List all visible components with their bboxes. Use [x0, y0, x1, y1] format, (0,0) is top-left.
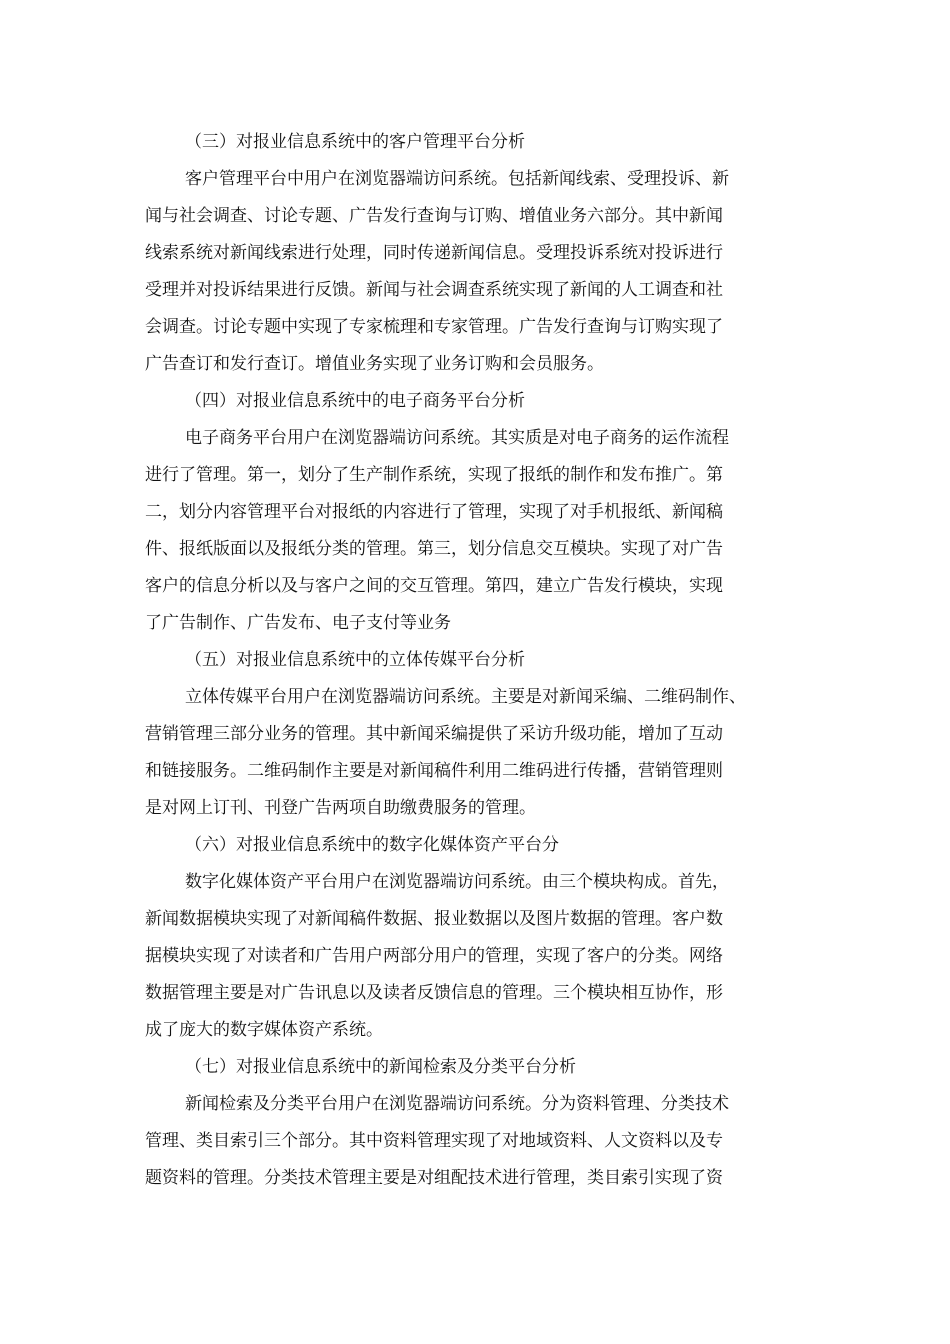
section-heading: （六）对报业信息系统中的数字化媒体资产平台分 — [185, 835, 559, 855]
paragraph-line: 和链接服务。二维码制作主要是对新闻稿件利用二维码进行传播，营销管理则 — [145, 761, 723, 781]
paragraph-line: 受理并对投诉结果进行反馈。新闻与社会调查系统实现了新闻的人工调查和社 — [145, 280, 723, 300]
paragraph-line: 立体传媒平台用户在浏览器端访问系统。主要是对新闻采编、二维码制作、 — [185, 687, 746, 707]
paragraph-line: 客户的信息分析以及与客户之间的交互管理。第四，建立广告发行模块，实现 — [145, 576, 723, 596]
paragraph-line: 题资料的管理。分类技术管理主要是对组配技术进行管理，类目索引实现了资 — [145, 1168, 723, 1188]
paragraph-line: 线索系统对新闻线索进行处理，同时传递新闻信息。受理投诉系统对投诉进行 — [145, 243, 723, 263]
section-paragraph — [145, 420, 810, 642]
paragraph-line: 新闻数据模块实现了对新闻稿件数据、报业数据以及图片数据的管理。客户数 — [145, 909, 723, 929]
section-heading: （七）对报业信息系统中的新闻检索及分类平台分析 — [185, 1057, 576, 1077]
paragraph-line: 据模块实现了对读者和广告用户两部分用户的管理，实现了客户的分类。网络 — [145, 946, 723, 966]
paragraph-line: 是对网上订刊、刊登广告两项自助缴费服务的管理。 — [145, 798, 536, 818]
paragraph-line: 件、报纸版面以及报纸分类的管理。第三，划分信息交互模块。实现了对广告 — [145, 539, 723, 559]
paragraph-line: 闻与社会调查、讨论专题、广告发行查询与订购、增值业务六部分。其中新闻 — [145, 206, 723, 226]
paragraph-line: 广告查订和发行查订。增值业务实现了业务订购和会员服务。 — [145, 354, 604, 374]
paragraph-line: 成了庞大的数字媒体资产系统。 — [145, 1020, 383, 1040]
paragraph-line: 电子商务平台用户在浏览器端访问系统。其实质是对电子商务的运作流程 — [185, 428, 729, 448]
paragraph-line: 管理、类目索引三个部分。其中资料管理实现了对地域资料、人文资料以及专 — [145, 1131, 723, 1151]
paragraph-line: 数字化媒体资产平台用户在浏览器端访问系统。由三个模块构成。首先， — [185, 872, 729, 892]
paragraph-line: 了广告制作、广告发布、电子支付等业务 — [145, 613, 451, 633]
document-body — [145, 124, 810, 1197]
paragraph-line: 数据管理主要是对广告讯息以及读者反馈信息的管理。三个模块相互协作，形 — [145, 983, 723, 1003]
section-paragraph — [145, 864, 810, 1049]
section-heading: （五）对报业信息系统中的立体传媒平台分析 — [185, 650, 525, 670]
paragraph-line: 新闻检索及分类平台用户在浏览器端访问系统。分为资料管理、分类技术 — [185, 1094, 729, 1114]
paragraph-line: 二，划分内容管理平台对报纸的内容进行了管理，实现了对手机报纸、新闻稿 — [145, 502, 723, 522]
paragraph-line: 进行了管理。第一，划分了生产制作系统，实现了报纸的制作和发布推广。第 — [145, 465, 723, 485]
paragraph-line: 营销管理三部分业务的管理。其中新闻采编提供了采访升级功能，增加了互动 — [145, 724, 723, 744]
section-paragraph — [145, 1086, 810, 1197]
section-heading: （四）对报业信息系统中的电子商务平台分析 — [185, 391, 525, 411]
section-heading: （三）对报业信息系统中的客户管理平台分析 — [185, 132, 525, 152]
paragraph-line: 客户管理平台中用户在浏览器端访问系统。包括新闻线索、受理投诉、新 — [185, 169, 729, 189]
paragraph-line: 会调查。讨论专题中实现了专家梳理和专家管理。广告发行查询与订购实现了 — [145, 317, 723, 337]
section-paragraph — [145, 679, 810, 827]
section-paragraph — [145, 161, 810, 383]
